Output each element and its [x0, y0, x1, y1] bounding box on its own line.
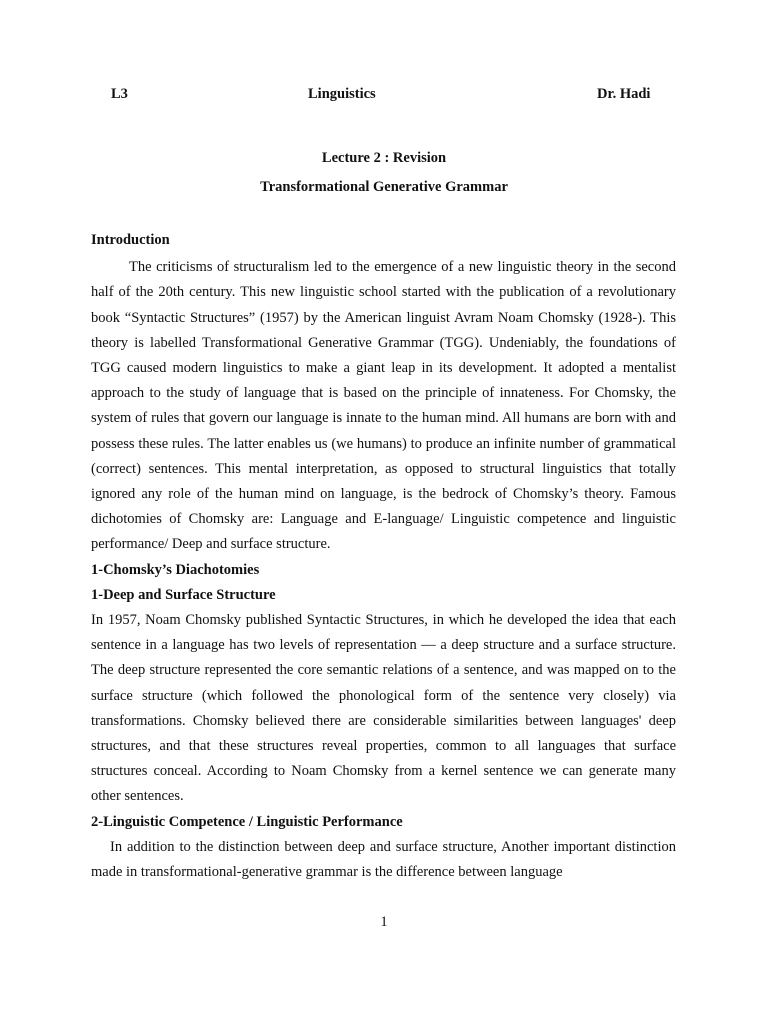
page-header [0, 86, 768, 106]
course-level: L3 [111, 86, 128, 102]
page-number: 1 [380, 914, 388, 930]
competence-performance-heading: 2-Linguistic Competence / Linguistic Performance [91, 813, 403, 830]
author-name: Dr. Hadi [597, 86, 651, 102]
course-subject: Linguistics [308, 86, 376, 102]
deep-surface-paragraph: In 1957, Noam Chomsky published Syntactic Structures, in which he developed the idea that each sentence in a language has two levels of representation — a deep structure and a surface structure. The deep structure represented the core semantic relations of a sentence, and was mapped on to the surface structure (which followed the phonological form of the sentence very closely) via transformations. Chomsky believed there are considerable similarities between languages' deep structures, and that these structures reveal properties, common to all languages that surface structures conceal. According to Noam Chomsky from a kernel sentence we can generate many other sentences. [91, 612, 676, 805]
lecture-title: Lecture 2 : Revision [321, 150, 447, 166]
document-body [91, 228, 676, 885]
introduction-paragraph: The criticisms of structuralism led to the emergence of a new linguistic theory in the second half of the 20th century. This new linguistic school started with the publication of a revolutionary book “Syntactic Structures” (1957) by the American linguist Avram Noam Chomsky (1928-). This theory is labelled Transformational Generative Grammar (TGG). Undeniably, the foundations of TGG caused modern linguistics to make a giant leap in its development. It adopted a mentalist approach to the study of language that is based on the principle of innateness. For Chomsky, the system of rules that govern our language is innate to the human mind. All humans are born with and possess these rules. The latter enables us (we humans) to produce an infinite number of grammatical (correct) sentences. This mental interpretation, as opposed to structural linguistics that totally ignored any role of the human mind on language, is the bedrock of Chomsky’s theory. Famous dichotomies of Chomsky are: Language and E-language/ Linguistic competence and linguistic performance/ Deep and surface structure. [91, 259, 676, 553]
deep-surface-heading: 1-Deep and Surface Structure [91, 586, 276, 603]
topic-title: Transformational Generative Grammar [260, 179, 508, 195]
introduction-heading: Introduction [91, 232, 170, 248]
competence-performance-paragraph: In addition to the distinction between deep and surface structure, Another important distinction made in transformational-generative grammar is the difference between language [91, 838, 676, 881]
dichotomies-heading: 1-Chomsky’s Diachotomies [91, 561, 260, 578]
title-block [0, 148, 768, 206]
